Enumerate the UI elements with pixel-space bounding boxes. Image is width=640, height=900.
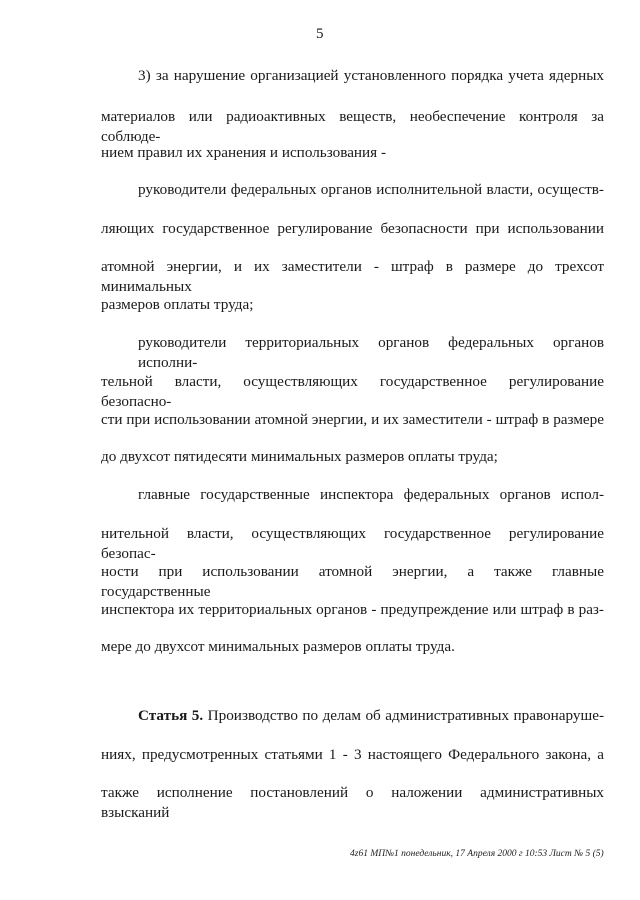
- text-line: ности при использовании атомной энергии, а также главные государственные: [101, 563, 604, 600]
- text-line: материалов или радиоактивных веществ, необеспечение контроля за соблюде-: [101, 108, 604, 145]
- text-line: сти при использовании атомной энергии, и их заместители - штраф в размере: [101, 411, 604, 428]
- text-line: размеров оплаты труда;: [101, 296, 254, 313]
- text-line: также исполнение постановлений о наложении административных взысканий: [101, 784, 604, 821]
- article-heading: Статья 5.: [138, 707, 204, 724]
- text-line: до двухсот пятидесяти минимальных размеров оплаты труда;: [101, 448, 498, 465]
- text-line: ляющих государственное регулирование безопасности при использовании: [101, 220, 604, 237]
- text-line: нительной власти, осуществляющих государственное регулирование безопас-: [101, 525, 604, 562]
- article-first-line: [138, 706, 604, 726]
- text-line: инспектора их территориальных органов - предупреждение или штраф в раз-: [101, 601, 604, 618]
- text-line: атомной энергии, и их заместители - штраф в размере до трехсот минимальных: [101, 258, 604, 295]
- article-text: Производство по делам об административных правонаруше-: [207, 707, 605, 724]
- text-line: руководители территориальных органов федеральных органов исполни-: [138, 334, 604, 371]
- text-line: 3) за нарушение организацией установленного порядка учета ядерных: [138, 67, 604, 84]
- text-line: тельной власти, осуществляющих государственное регулирование безопасно-: [101, 373, 604, 410]
- text-line: ниях, предусмотренных статьями 1 - 3 настоящего Федерального закона, а: [101, 746, 604, 763]
- print-footer: 4z61 МП№1 понедельник, 17 Апреля 2000 г 10:53 Лист № 5 (5): [350, 849, 604, 859]
- text-line: нием правил их хранения и использования -: [101, 144, 387, 161]
- text-line: главные государственные инспектора федеральных органов испол-: [138, 486, 604, 503]
- text-line: руководители федеральных органов исполнительной власти, осуществ-: [138, 181, 604, 198]
- page-number: 5: [316, 26, 324, 42]
- text-line: мере до двухсот минимальных размеров оплаты труда.: [101, 638, 455, 655]
